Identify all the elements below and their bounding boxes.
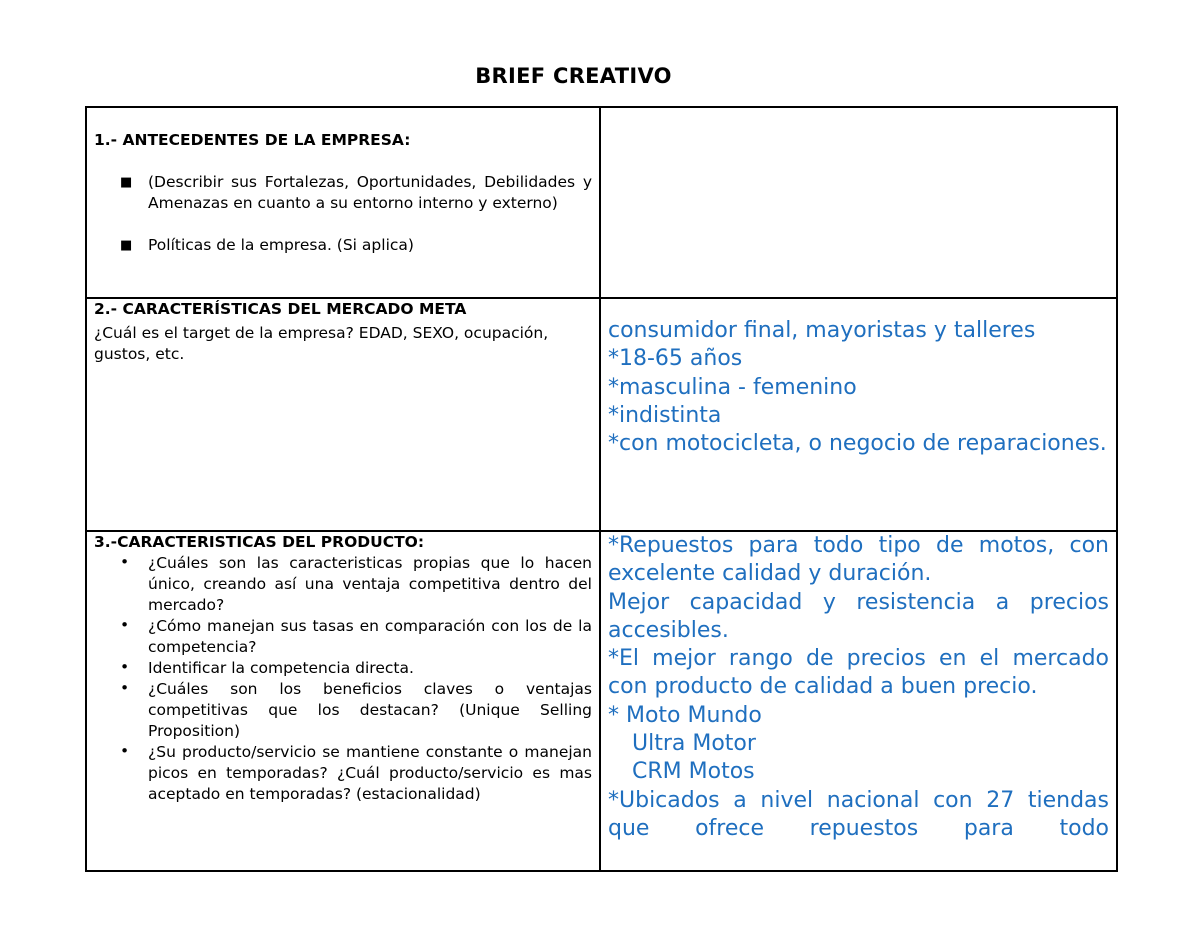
bullet-dot-icon: • [120,679,130,697]
bullet-dot-icon: • [120,742,130,760]
square-bullet-icon: ■ [120,238,133,253]
answer-cell [600,531,1117,871]
bullet-dot-icon: • [120,658,130,676]
answer-line: *masculina - femenino [608,374,857,400]
answer-line: * Moto Mundo [608,702,762,728]
answer-line: *Ubicados a nivel nacional con 27 tiendas que ofrece repuestos para todo [608,787,1109,841]
section-heading: 2.- CARACTERÍSTICAS DEL MERCADO META [94,300,467,318]
answer-line: *con motocicleta, o negocio de reparaciones. [608,431,1107,457]
answer-line: Mejor capacidad y resistencia a precios accesibles. [608,589,1109,643]
list-item: • ¿Cuáles son los beneficios claves o ventajas competitivas que los destacan? (Unique Selling Proposition) [120,679,592,740]
question-cell [86,107,600,298]
section-heading: 3.-CARACTERISTICAS DEL PRODUCTO: [94,533,425,551]
question-cell [86,298,600,531]
question-cell [86,531,600,871]
document-title: BRIEF CREATIVO [475,64,672,88]
answer-line: *El mejor rango de precios en el mercado con producto de calidad a buen precio. [608,646,1109,700]
answer-line: *18-65 años [608,346,743,372]
list-item: ■ Políticas de la empresa. (Si aplica) [120,236,414,254]
table-row [86,107,1117,298]
bullet-dot-icon: • [120,553,130,571]
brief-table [85,106,1118,872]
list-item: • ¿Cómo manejan sus tasas en comparación con los de la competencia? [120,616,592,656]
list-item: ■ (Describir sus Fortalezas, Oportunidades, Debilidades y Amenazas en cuanto a su entorno interno y externo) [120,173,592,212]
section-heading: 1.- ANTECEDENTES DE LA EMPRESA: [94,131,411,149]
bullet-dot-icon: • [120,616,130,634]
answer-line: Ultra Motor [632,731,756,757]
answer-cell [600,298,1117,531]
list-item: • ¿Cuáles son las caracteristicas propias que lo hacen único, creando así una ventaja competitiva dentro del mercado? [120,553,592,614]
answer-line: *Repuestos para todo tipo de motos, con excelente calidad y duración. [608,533,1109,587]
list-item: • ¿Su producto/servicio se mantiene constante o manejan picos en temporadas? ¿Cuál producto/servicio es mas aceptado en temporadas? (estacionalidad) [120,742,592,803]
square-bullet-icon: ■ [120,175,133,190]
table-row [86,531,1117,871]
answer-line: *indistinta [608,402,722,428]
list-item: • Identificar la competencia directa. [120,658,414,677]
table-row [86,298,1117,531]
answer-line: consumidor final, mayoristas y talleres [608,318,1036,343]
section-question: ¿Cuál es el target de la empresa? EDAD, SEXO, ocupación, gustos, etc. [94,324,549,363]
answer-line: CRM Motos [632,759,755,785]
answer-cell [600,107,1117,298]
